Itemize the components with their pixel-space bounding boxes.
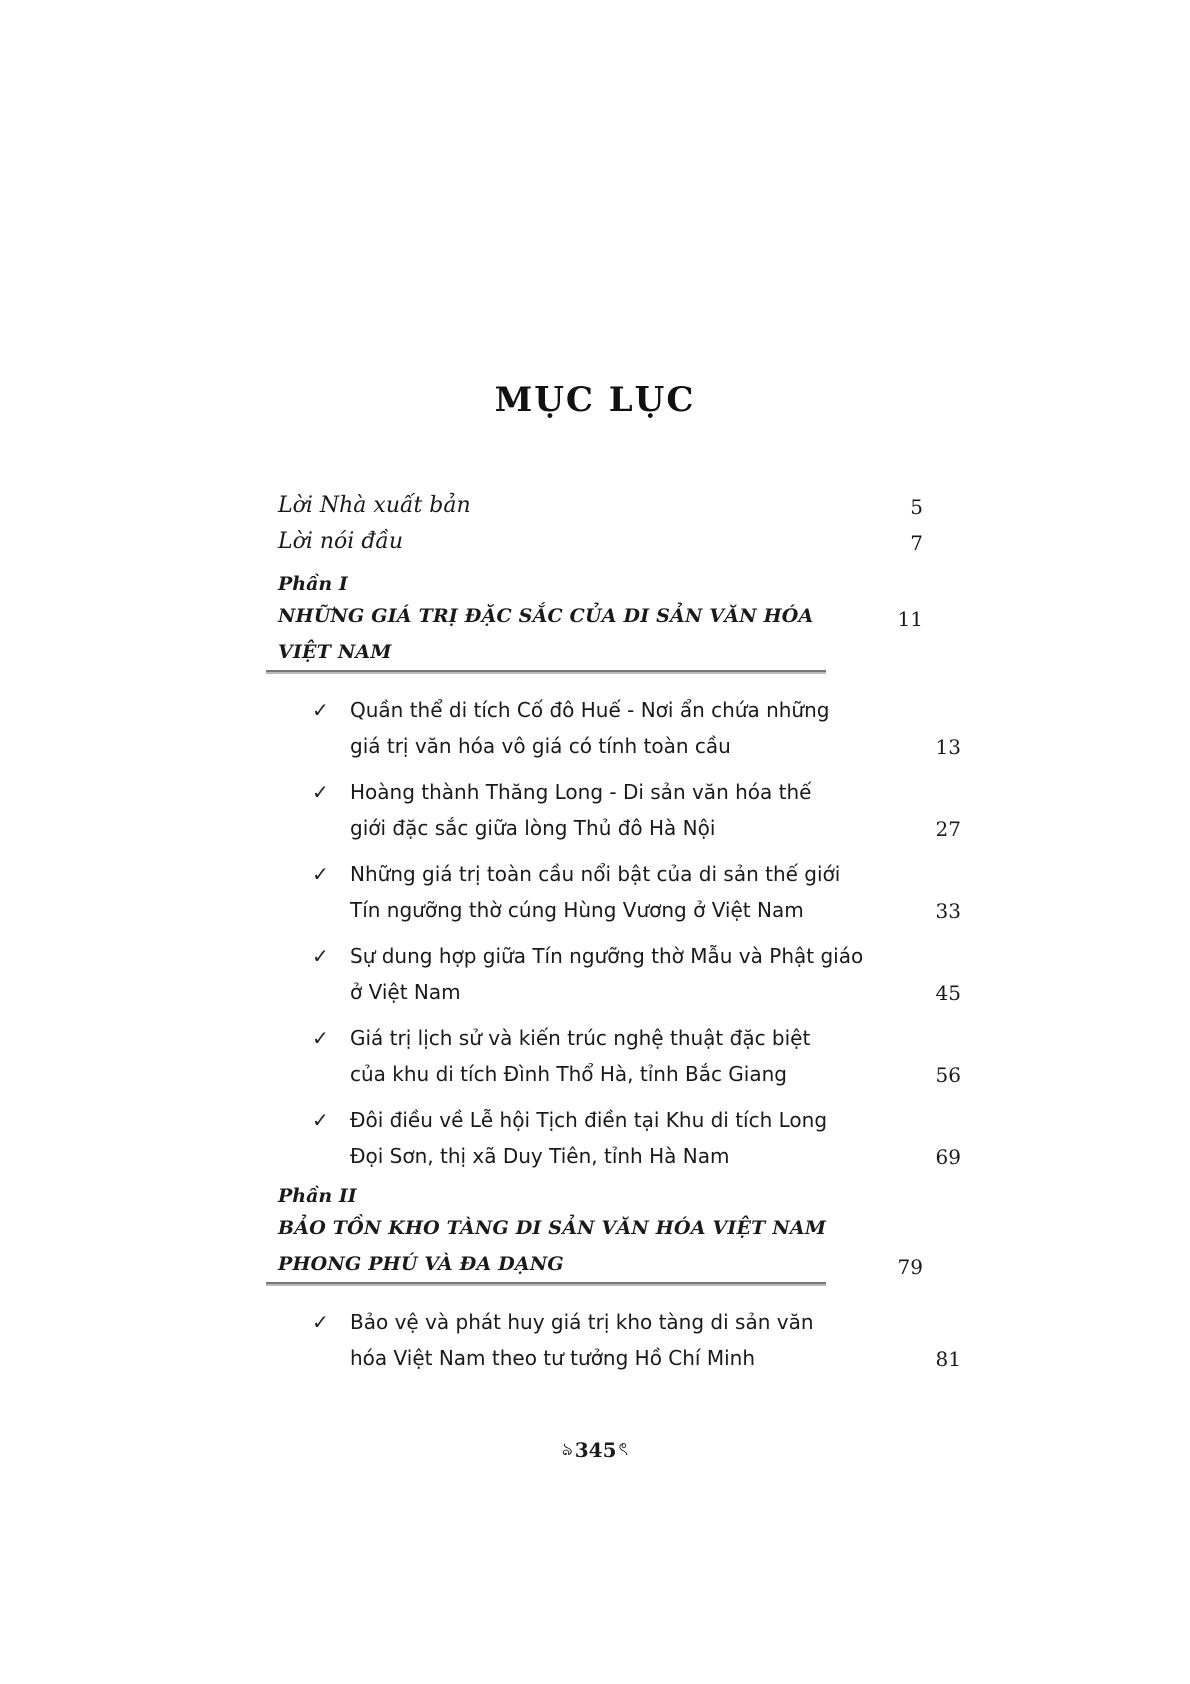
part-page: 11	[897, 607, 923, 631]
item-page: 13	[935, 735, 961, 759]
toc-item[interactable]	[312, 856, 961, 928]
page-footer	[0, 1435, 1190, 1466]
item-page: 45	[935, 981, 961, 1005]
toc-part-1[interactable]	[278, 570, 923, 674]
item-line: Tín ngưỡng thờ cúng Hùng Vương ở Việt Nam	[350, 898, 804, 922]
item-line: Quần thể di tích Cố đô Huế - Nơi ẩn chứa những	[350, 698, 830, 722]
toc-item[interactable]	[312, 1020, 961, 1092]
item-line: giá trị văn hóa vô giá có tính toàn cầu	[350, 734, 731, 758]
item-line: ở Việt Nam	[350, 980, 461, 1004]
check-icon: ✓	[312, 1310, 329, 1334]
item-page: 27	[935, 817, 961, 841]
check-icon: ✓	[312, 698, 329, 722]
item-line: Hoàng thành Thăng Long - Di sản văn hóa thế	[350, 780, 812, 804]
check-icon: ✓	[312, 944, 329, 968]
page-number: 345	[574, 1438, 617, 1462]
check-icon: ✓	[312, 780, 329, 804]
item-line: hóa Việt Nam theo tư tưởng Hồ Chí Minh	[350, 1346, 756, 1370]
toc-item[interactable]	[312, 774, 961, 846]
check-icon: ✓	[312, 862, 329, 886]
ornament-right-icon: ৎ	[618, 1439, 629, 1460]
item-page: 33	[935, 899, 961, 923]
toc-entry-page: 5	[910, 495, 923, 519]
toc-entry-publisher-note[interactable]	[278, 488, 923, 524]
page-title: MỤC LỤC	[494, 380, 696, 420]
toc-entry-preface[interactable]	[278, 524, 923, 560]
item-line: Đọi Sơn, thị xã Duy Tiên, tỉnh Hà Nam	[350, 1144, 730, 1168]
toc-item[interactable]	[312, 938, 961, 1010]
part-page: 79	[897, 1255, 923, 1279]
toc-entry-label: Lời Nhà xuất bản	[278, 493, 471, 518]
item-page: 81	[935, 1347, 961, 1371]
item-page: 69	[935, 1145, 961, 1169]
item-line: giới đặc sắc giữa lòng Thủ đô Hà Nội	[350, 816, 716, 840]
item-line: Bảo vệ và phát huy giá trị kho tàng di sản văn	[350, 1310, 814, 1334]
part-divider	[266, 670, 826, 674]
ornament-left-icon: ঌ	[561, 1439, 573, 1460]
toc-item[interactable]	[312, 692, 961, 764]
toc-item[interactable]	[312, 1304, 961, 1376]
part-label: Phần II	[278, 1185, 357, 1207]
toc-item[interactable]	[312, 1102, 961, 1174]
item-page: 56	[935, 1063, 961, 1087]
part-title: NHỮNG GIÁ TRỊ ĐẶC SẮC CỦA DI SẢN VĂN HÓA VIỆT NAM	[278, 605, 814, 663]
part-label: Phần I	[278, 573, 348, 595]
toc-entry-page: 7	[910, 531, 923, 555]
toc-part-2[interactable]	[278, 1182, 923, 1286]
check-icon: ✓	[312, 1108, 329, 1132]
part-title: PHONG PHÚ VÀ ĐA DẠNG	[278, 1253, 564, 1275]
item-line: Sự dung hợp giữa Tín ngưỡng thờ Mẫu và Phật giáo	[350, 944, 864, 968]
item-line: Những giá trị toàn cầu nổi bật của di sản thế giới	[350, 862, 841, 886]
table-of-contents	[278, 488, 961, 1376]
check-icon: ✓	[312, 1026, 329, 1050]
item-line: của khu di tích Đình Thổ Hà, tỉnh Bắc Giang	[350, 1062, 787, 1086]
toc-entry-label: Lời nói đầu	[278, 529, 404, 554]
part-title: BẢO TỒN KHO TÀNG DI SẢN VĂN HÓA VIỆT NAM	[278, 1217, 827, 1239]
item-line: Giá trị lịch sử và kiến trúc nghệ thuật đặc biệt	[350, 1026, 811, 1050]
item-line: Đôi điều về Lễ hội Tịch điền tại Khu di tích Long	[350, 1108, 828, 1132]
part-divider	[266, 1282, 826, 1286]
